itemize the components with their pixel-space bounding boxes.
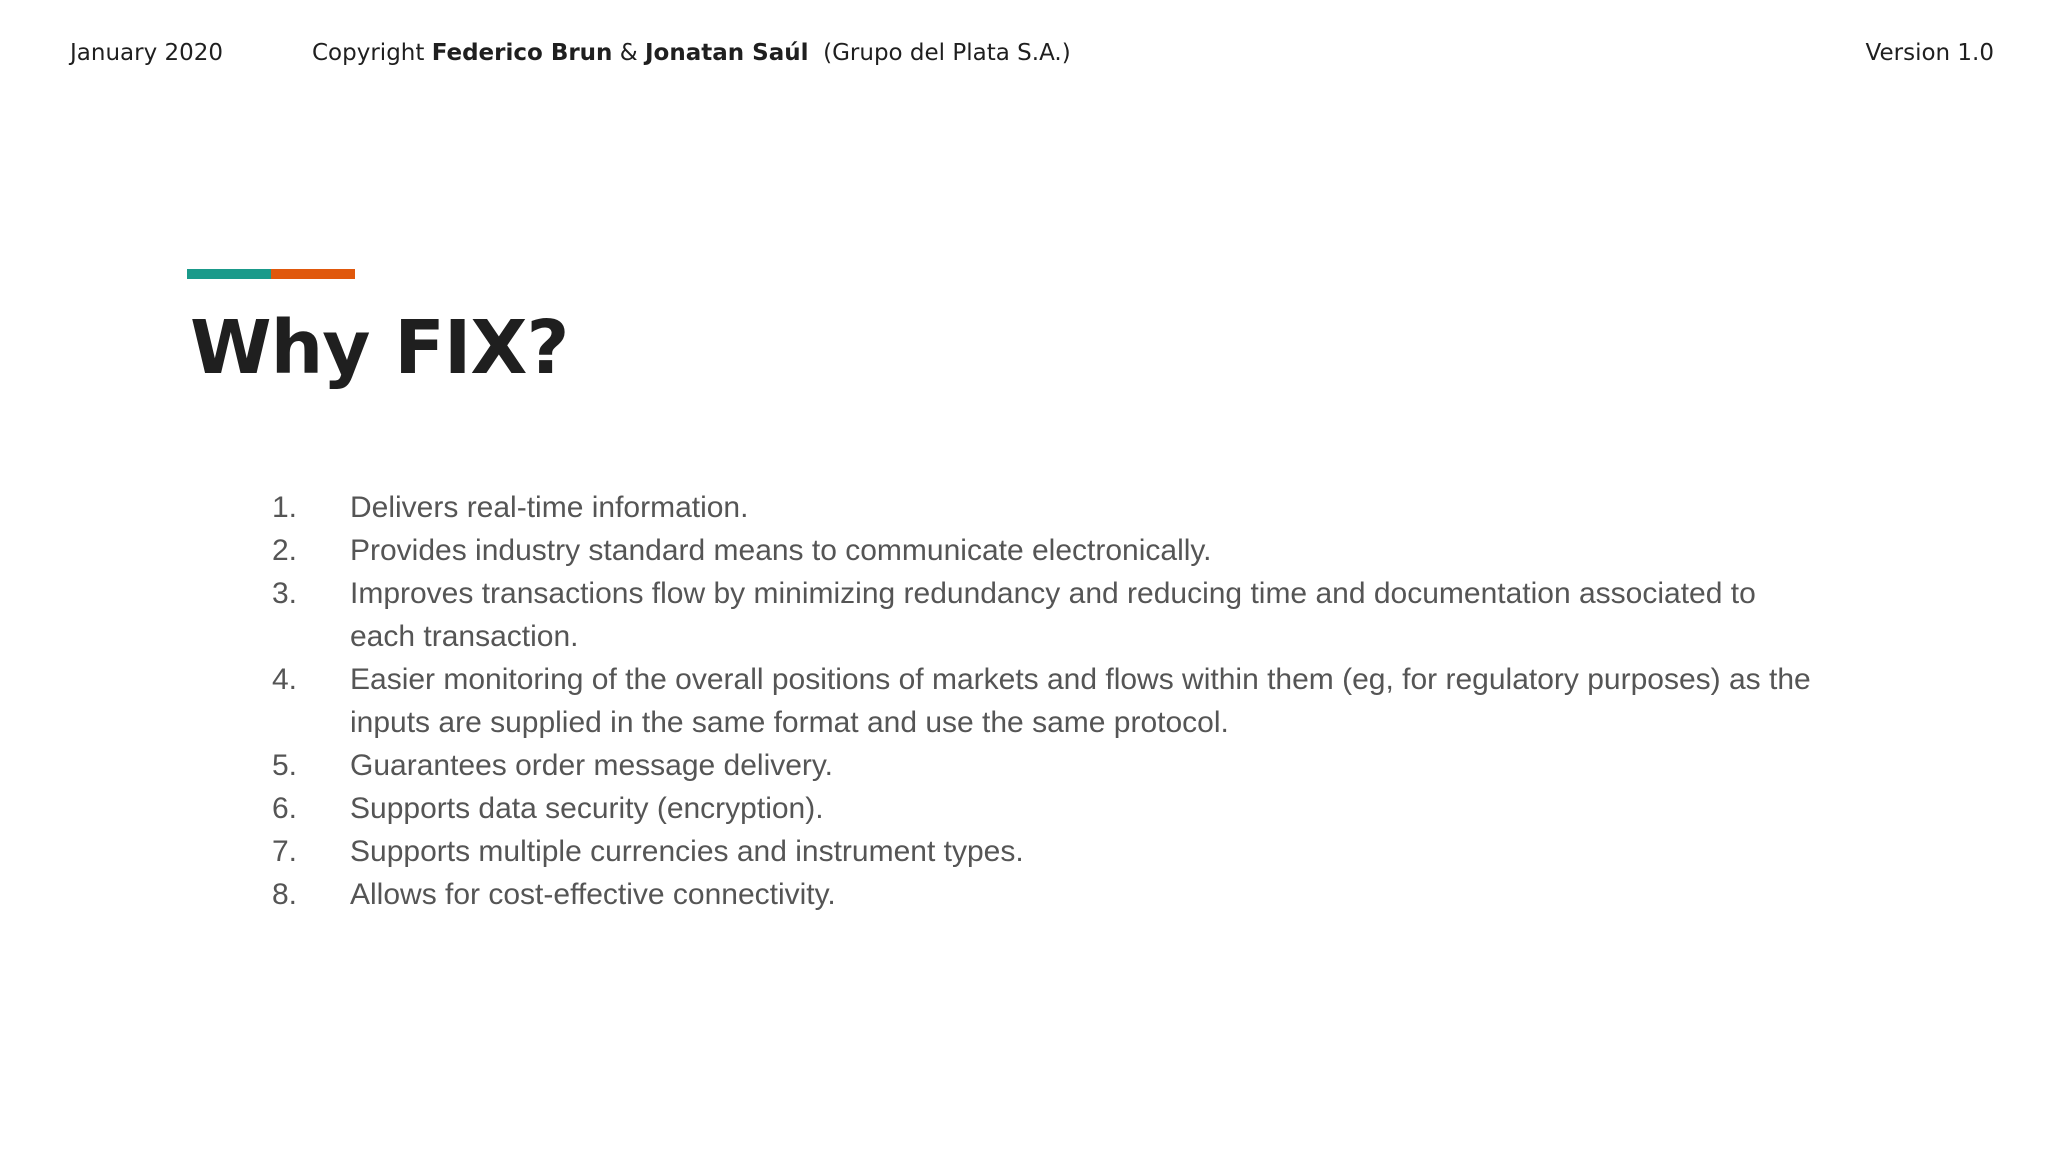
list-item — [262, 486, 1822, 529]
slide-header — [70, 40, 1994, 70]
header-copyright — [312, 40, 1071, 66]
list-item-text: Provides industry standard means to communicate electronically. — [350, 534, 1212, 567]
list-item-text: Supports data security (encryption). — [350, 792, 824, 825]
list-item-number: 1. — [272, 491, 298, 524]
list-item-number: 2. — [272, 534, 298, 567]
list-item-number: 3. — [272, 577, 298, 610]
list-item — [262, 658, 1822, 744]
header-date: January 2020 — [70, 40, 224, 66]
list-item-number: 6. — [272, 792, 298, 825]
copyright-prefix: Copyright — [312, 40, 425, 66]
slide-title: Why FIX? — [190, 305, 569, 391]
list-item — [262, 572, 1822, 658]
list-item-text: Supports multiple currencies and instrument types. — [350, 835, 1024, 868]
list-item-text: Improves transactions flow by minimizing redundancy and reducing time and documentation associated to each transaction. — [350, 577, 1756, 653]
header-version: Version 1.0 — [1865, 40, 1994, 66]
list-item-text: Guarantees order message delivery. — [350, 749, 834, 782]
reasons-list — [262, 486, 1822, 916]
list-item — [262, 830, 1822, 873]
ampersand: & — [619, 40, 638, 66]
author-1: Federico Brun — [431, 40, 613, 66]
list-item-text: Delivers real-time information. — [350, 491, 749, 524]
list-item — [262, 787, 1822, 830]
accent-segment-orange — [271, 269, 355, 279]
author-2: Jonatan Saúl — [645, 40, 809, 66]
accent-segment-teal — [187, 269, 271, 279]
list-item — [262, 529, 1822, 572]
title-accent-bar — [187, 269, 355, 279]
company-name: (Grupo del Plata S.A.) — [823, 40, 1071, 66]
list-item — [262, 744, 1822, 787]
list-item — [262, 873, 1822, 916]
list-item-text: Easier monitoring of the overall positions of markets and flows within them (eg, for regulatory purposes) as the inputs are supplied in the same format and use the same protocol. — [350, 663, 1811, 739]
list-item-text: Allows for cost-effective connectivity. — [350, 878, 836, 911]
list-item-number: 5. — [272, 749, 298, 782]
list-item-number: 4. — [272, 663, 298, 696]
list-item-number: 8. — [272, 878, 298, 911]
list-item-number: 7. — [272, 835, 298, 868]
